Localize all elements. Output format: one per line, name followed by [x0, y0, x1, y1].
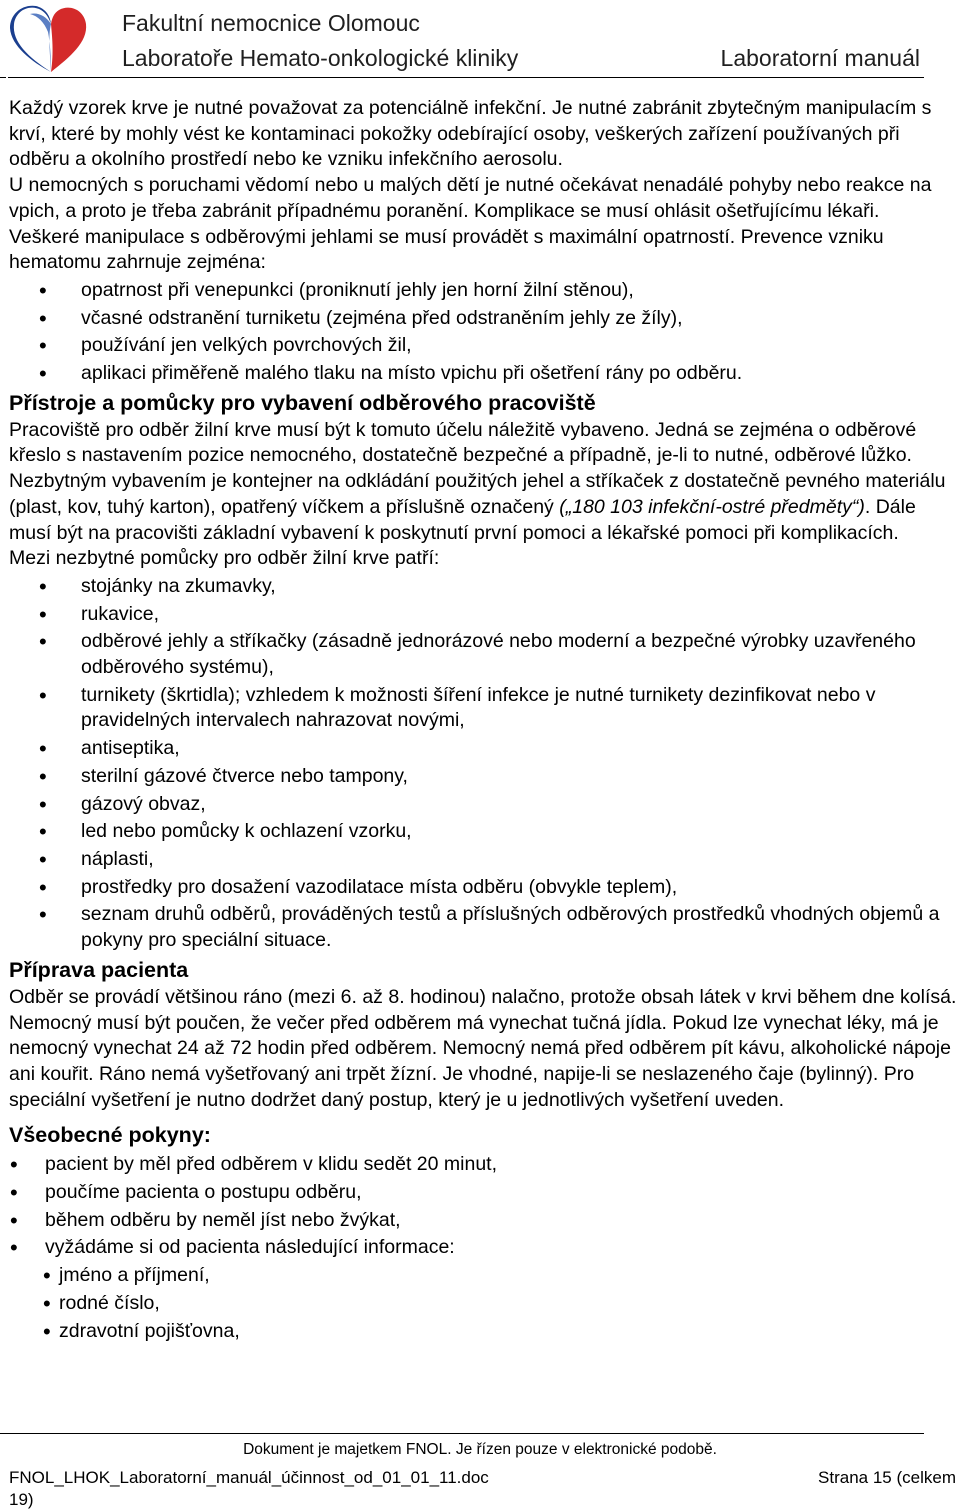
- equipment-text-b: . Dále musí být na pracovišti základní vybavení k poskytnutí první pomoci a lékařské pomoci při komplikacích.: [9, 495, 916, 544]
- paragraph-unconscious-patients: U nemocných s poruchami vědomí nebo u malých dětí je nutné očekávat nenadálé pohyby nebo reakce na vpich, a proto je třeba zabránit případnému poranění. Komplikace se musí ohlásit ošetřujícímu lékaři.: [9, 174, 932, 222]
- heading-equipment: Přístroje a pomůcky pro vybavení odběrového pracoviště: [9, 390, 596, 415]
- list-item: • prostředky pro dosažení vazodilatace místa odběru (obvykle teplem),: [9, 875, 957, 901]
- hospital-logo-icon: [8, 2, 94, 76]
- footer-page-total: 19): [9, 1490, 34, 1509]
- list-item: • používání jen velkých povrchových žil,: [9, 333, 957, 359]
- list-item: • vyžádáme si od pacienta následující informace:: [9, 1235, 957, 1261]
- waste-code-label: („180 103 infekční-ostré předměty“): [559, 495, 865, 518]
- list-item: • aplikaci přiměřeně malého tlaku na místo vpichu při ošetření rány po odběru.: [9, 361, 957, 387]
- heading-general-instructions: Všeobecné pokyny:: [9, 1123, 211, 1148]
- list-item: • turnikety (škrtidla); vzhledem k možnosti šíření infekce je nutné turnikety dezinfikovat nebo v pravidelných intervalech nahrazovat novými,: [9, 683, 957, 734]
- footer-divider: [0, 1433, 924, 1434]
- document-body: [9, 96, 957, 1346]
- list-item: • poučíme pacienta o postupu odběru,: [9, 1180, 957, 1206]
- patient-information-list: [9, 1263, 957, 1344]
- supplies-list: [9, 574, 957, 954]
- list-item: • rodné číslo,: [9, 1291, 957, 1317]
- list-item: • opatrnost při venepunkci (proniknutí jehly jen horní žilní stěnou),: [9, 278, 957, 304]
- footer-ownership-note: Dokument je majetkem FNOL. Je řízen pouze v elektronické podobě.: [243, 1441, 717, 1458]
- hematoma-prevention-list: [9, 278, 957, 387]
- list-item: • sterilní gázové čtverce nebo tampony,: [9, 764, 957, 790]
- document-type: Laboratorní manuál: [720, 45, 920, 71]
- list-item: • během odběru by neměl jíst nebo žvýkat,: [9, 1208, 957, 1234]
- list-item: • pacient by měl před odběrem v klidu sedět 20 minut,: [9, 1152, 957, 1178]
- list-item: • gázový obvaz,: [9, 792, 957, 818]
- paragraph-infection-risk: Každý vzorek krve je nutné považovat za potenciálně infekční. Je nutné zabránit zbytečným manipulacím s krví, které by mohly vést ke kontaminaci pokožky odebírající osoby, veškerých zařízení používaných při odběru a okolního prostředí nebo ke vzniku infekčního aerosolu.: [9, 97, 932, 171]
- hospital-name: Fakultní nemocnice Olomouc: [122, 10, 420, 36]
- paragraph-essential-supplies: Mezi nezbytné pomůcky pro odběr žilní krve patří:: [9, 547, 440, 570]
- page-header: [0, 0, 960, 80]
- list-item: • jméno a příjmení,: [9, 1263, 957, 1289]
- list-item: • odběrové jehly a stříkačky (zásadně jednorázové nebo moderní a bezpečné výrobky uzavřeného odběrového systému),: [9, 629, 957, 680]
- paragraph-equipment: [9, 418, 957, 547]
- header-divider: [8, 77, 924, 78]
- list-item: • rukavice,: [9, 602, 957, 628]
- heading-patient-preparation: Příprava pacienta: [9, 957, 189, 982]
- list-item: • seznam druhů odběrů, prováděných testů a příslušných odběrových prostředků vhodných objemů a pokyny pro speciální situace.: [9, 902, 957, 953]
- footer-filename: FNOL_LHOK_Laboratorní_manuál_účinnost_od_01_01_11.doc: [9, 1468, 489, 1487]
- paragraph-patient-preparation: Odběr se provádí většinou ráno (mezi 6. až 8. hodinou) nalačno, protože obsah látek v krvi během dne kolísá. Nemocný musí být poučen, že večer před odběrem má vynechat tučná jídla. Pokud lze vynechat léky, má je nemocný vynechat 24 až 72 hodin před odběrem. Nemocný nemá před odběrem pít kávu, alkoholické nápoje ani kouřit. Ráno nemá vyšetřovaný ani trpět žízní. Je vhodné, napije-li se neslazeného čaje (bylinný). Pro speciální vyšetření je nutno dodržet daný postup, který je u jednotlivých vyšetření uveden.: [9, 985, 957, 1111]
- list-item: • včasné odstranění turniketu (zejména před odstraněním jehly ze žíly),: [9, 306, 957, 332]
- header-divider-left: [0, 77, 6, 78]
- list-item: • náplasti,: [9, 847, 957, 873]
- paragraph-needle-handling: Veškeré manipulace s odběrovými jehlami se musí provádět s maximální opatrností. Prevence vzniku hematomu zahrnuje zejména:: [9, 225, 884, 274]
- list-item: • antiseptika,: [9, 736, 957, 762]
- list-item: • zdravotní pojišťovna,: [9, 1319, 957, 1345]
- lab-name: Laboratoře Hemato-onkologické kliniky: [122, 45, 519, 71]
- list-item: • stojánky na zkumavky,: [9, 574, 957, 600]
- general-instructions-list: [9, 1152, 957, 1261]
- list-item: • led nebo pomůcky k ochlazení vzorku,: [9, 819, 957, 845]
- footer-page-number: Strana 15 (celkem: [818, 1468, 956, 1487]
- equipment-text-a: Pracoviště pro odběr žilní krve musí být k tomuto účelu náležitě vybaveno. Jedná se zejména o odběrové křeslo s nastavením pozice nemocného, dostatečně bezpečné a případně, je-li to nutné, odběrové lůžko. Nezbytným vybavením je kontejner na odkládání použitých jehel a stříkaček z dostatečně pevného materiálu (plast, kov, tuhý karton), opatřený víčkem a příslušně označený: [9, 418, 946, 518]
